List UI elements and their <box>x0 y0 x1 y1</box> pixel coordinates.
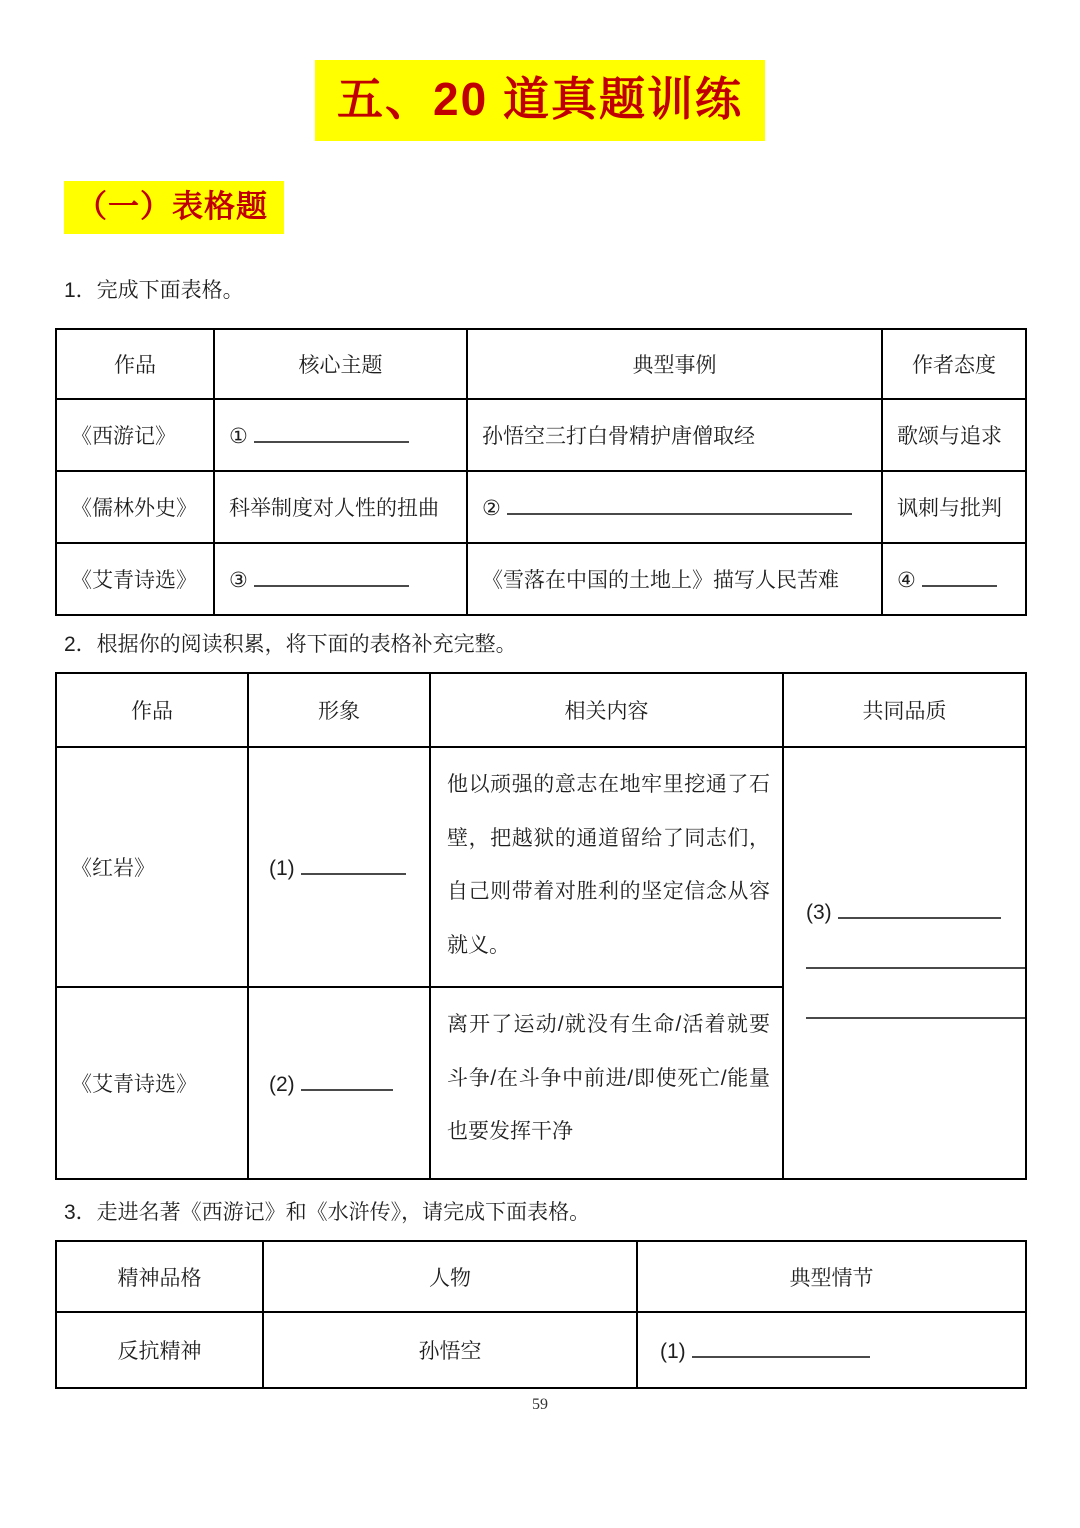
page-title: 五、20 道真题训练 <box>315 60 765 141</box>
blank-number-p3: (3) <box>806 901 832 925</box>
author-attitude: 歌颂与追求 <box>882 399 1026 471</box>
table1-row-rulinwaishi <box>56 471 1026 543</box>
typical-example: 孙悟空三打白骨精护唐僧取经 <box>467 399 882 471</box>
blank-number-1: ① <box>229 424 248 448</box>
section-heading: （一）表格题 <box>64 181 284 234</box>
attitude-blank-cell <box>882 543 1026 615</box>
blank-number-4: ④ <box>897 568 916 592</box>
fill-in-blank-p2 <box>301 1070 393 1091</box>
core-theme: 科举制度对人性的扭曲 <box>214 471 467 543</box>
table2-header-content: 相关内容 <box>430 673 783 747</box>
table3-header-quality: 精神品格 <box>56 1241 263 1312</box>
spirit-quality: 反抗精神 <box>56 1312 263 1388</box>
figure-blank-cell <box>248 987 430 1179</box>
table1-header-theme: 核心主题 <box>214 329 467 399</box>
blank-number-3: ③ <box>229 568 248 592</box>
work-title: 《艾青诗选》 <box>56 987 248 1179</box>
table3-header-plot: 典型情节 <box>637 1241 1026 1312</box>
table2-header-figure: 形象 <box>248 673 430 747</box>
fill-in-blank-p3b <box>806 948 1026 969</box>
table3-header-character: 人物 <box>263 1241 637 1312</box>
related-content: 他以顽强的意志在地牢里挖通了石壁，把越狱的通道留给了同志们，自己则带着对胜利的坚定信念从容就义。 <box>430 747 783 987</box>
common-quality-line-2 <box>806 938 1015 988</box>
table2-header-quality: 共同品质 <box>783 673 1026 747</box>
typical-example: 《雪落在中国的土地上》描写人民苦难 <box>467 543 882 615</box>
theme-blank-cell <box>214 399 467 471</box>
table3-header-row <box>56 1241 1026 1312</box>
fill-in-blank-p1 <box>301 854 406 875</box>
table1-header-work: 作品 <box>56 329 214 399</box>
fill-in-blank-4 <box>922 566 997 587</box>
table-question-1 <box>55 328 1027 616</box>
blank-number-p1: (1) <box>269 856 295 880</box>
common-quality-line-1 <box>806 888 1015 938</box>
fill-in-blank-3 <box>254 566 409 587</box>
work-title: 《西游记》 <box>56 399 214 471</box>
author-attitude: 讽刺与批判 <box>882 471 1026 543</box>
table-question-3 <box>55 1240 1027 1389</box>
table2-header-row <box>56 673 1026 747</box>
character-name: 孙悟空 <box>263 1312 637 1388</box>
table2-header-work: 作品 <box>56 673 248 747</box>
work-title: 《艾青诗选》 <box>56 543 214 615</box>
fill-in-blank-p3c <box>806 998 1026 1019</box>
section-banner <box>64 181 1080 234</box>
example-blank-cell <box>467 471 882 543</box>
table1-header-row <box>56 329 1026 399</box>
related-content: 离开了运动/就没有生命/活着就要斗争/在斗争中前进/即使死亡/能量也要发挥干净 <box>430 987 783 1179</box>
question-2-label: 2．根据你的阅读积累，将下面的表格补充完整。 <box>64 633 517 657</box>
blank-number-p2: (2) <box>269 1072 295 1096</box>
table1-header-attitude: 作者态度 <box>882 329 1026 399</box>
fill-in-blank-2 <box>507 494 852 515</box>
table1-row-aiqingshixuan <box>56 543 1026 615</box>
work-title: 《红岩》 <box>56 747 248 987</box>
fill-in-blank-t3-1 <box>692 1337 870 1358</box>
blank-number-t3-1: (1) <box>660 1339 686 1363</box>
common-quality-cell <box>783 747 1026 1179</box>
table-question-2 <box>55 672 1027 1180</box>
fill-in-blank-1 <box>254 422 409 443</box>
figure-blank-cell <box>248 747 430 987</box>
question-3-label: 3．走进名著《西游记》和《水浒传》，请完成下面表格。 <box>64 1201 591 1225</box>
work-title: 《儒林外史》 <box>56 471 214 543</box>
table3-row-sunwukong <box>56 1312 1026 1388</box>
question-1-label: 1．完成下面表格。 <box>64 279 244 303</box>
theme-blank-cell <box>214 543 467 615</box>
common-quality-line-3 <box>806 988 1015 1038</box>
plot-blank-cell <box>637 1312 1026 1388</box>
table1-row-xiyouji <box>56 399 1026 471</box>
table2-row-hongyan <box>56 747 1026 987</box>
table1-header-example: 典型事例 <box>467 329 882 399</box>
fill-in-blank-p3a <box>838 898 1001 919</box>
page-number: 59 <box>532 1396 548 1413</box>
title-banner <box>0 0 1080 141</box>
blank-number-2: ② <box>482 496 501 520</box>
